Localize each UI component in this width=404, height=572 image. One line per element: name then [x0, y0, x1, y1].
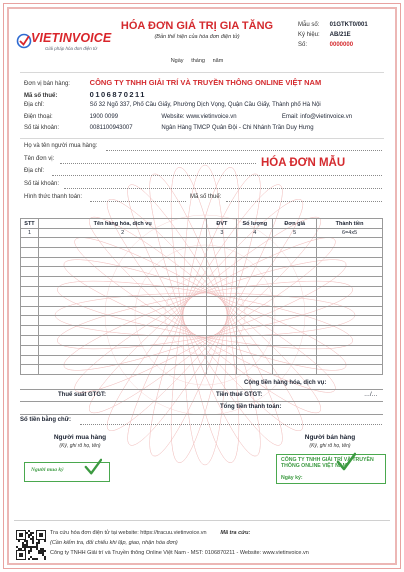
table-cell — [38, 335, 206, 345]
table-row — [21, 316, 383, 326]
seller-stamp-name: CÔNG TY TNHH GIẢI TRÍ VÀ TRUYỀN THÔNG ONLINE VIỆT NAM — [281, 457, 374, 470]
table-cell — [273, 326, 317, 336]
column-header: Thành tiền — [317, 219, 383, 229]
buyer-account-line — [64, 188, 382, 189]
table-cell — [21, 326, 39, 336]
seller-phone-row — [24, 114, 352, 120]
table-cell — [21, 238, 39, 248]
table-cell — [207, 247, 237, 257]
column-index: 4 — [237, 229, 273, 238]
items-table — [20, 218, 383, 375]
checkmark-icon — [336, 452, 356, 472]
table-cell — [207, 316, 237, 326]
table-cell — [273, 365, 317, 375]
date-day-label: Ngày — [170, 58, 184, 64]
vat-rate-row — [58, 392, 106, 398]
table-index-row — [21, 229, 383, 238]
buyer-stamp-text: Người mua ký — [31, 467, 64, 473]
table-cell — [207, 238, 237, 248]
seller-website-value: www.vietinvoice.vn — [186, 114, 237, 120]
buyer-tax-label: Mã số thuế: — [190, 194, 222, 200]
table-cell — [237, 277, 273, 287]
divider — [20, 138, 384, 139]
table-cell — [21, 345, 39, 355]
seller-address-row — [24, 102, 321, 108]
table-cell — [317, 326, 383, 336]
form-number-row — [298, 22, 368, 28]
vat-rate-label: Thuế suất GTGT: — [58, 392, 106, 398]
table-cell — [237, 345, 273, 355]
table-cell — [237, 257, 273, 267]
buyer-unit-label: Tên đơn vị: — [24, 156, 55, 162]
table-row — [21, 286, 383, 296]
table-cell — [207, 306, 237, 316]
table-row — [21, 326, 383, 336]
seller-tax-label: Mã số thuế: — [24, 93, 58, 99]
buyer-payment-label: Hình thức thanh toán: — [24, 194, 83, 200]
table-cell — [317, 247, 383, 257]
table-cell — [317, 355, 383, 365]
table-row — [21, 277, 383, 287]
column-index: 6=4x5 — [317, 229, 383, 238]
buyer-name-label: Họ và tên người mua hàng: — [24, 143, 98, 149]
table-cell — [38, 277, 206, 287]
column-header: Số lượng — [237, 219, 273, 229]
table-cell — [237, 306, 273, 316]
table-cell — [38, 238, 206, 248]
symbol-row — [298, 32, 351, 38]
buyer-address-line — [52, 175, 382, 176]
divider — [20, 389, 383, 390]
logo-slogan: Giải pháp hóa đơn điện tử — [45, 46, 98, 51]
table-cell — [21, 335, 39, 345]
table-cell — [237, 247, 273, 257]
seller-account-label: Số tài khoản: — [24, 125, 60, 131]
seller-name-value: CÔNG TY TNHH GIẢI TRÍ VÀ TRUYỀN THÔNG ONLINE VIỆT NAM — [89, 78, 322, 87]
table-cell — [207, 286, 237, 296]
table-cell — [237, 316, 273, 326]
form-number-label: Mẫu số: — [298, 22, 320, 28]
table-cell — [273, 238, 317, 248]
date-year-label: năm — [212, 58, 224, 64]
footer-check-note-text: (Cần kiểm tra, đối chiếu khi lập, giao, nhận hóa đơn) — [50, 540, 178, 546]
amount-in-words-line — [80, 424, 382, 425]
vat-amount-value: …/… — [364, 392, 378, 398]
table-row — [21, 257, 383, 267]
buyer-name-line — [106, 150, 382, 151]
vat-amount-row — [216, 392, 262, 398]
table-cell — [317, 257, 383, 267]
table-cell — [38, 267, 206, 277]
goods-total-row — [244, 380, 326, 386]
table-cell — [317, 365, 383, 375]
table-cell — [273, 316, 317, 326]
form-number-value: 01GTKT0/001 — [329, 22, 368, 28]
divider — [20, 401, 383, 402]
invoice-date-line — [117, 58, 277, 64]
table-cell — [237, 326, 273, 336]
table-cell — [317, 286, 383, 296]
invoice-number-row — [298, 42, 353, 48]
table-cell — [317, 316, 383, 326]
table-cell — [273, 247, 317, 257]
table-row — [21, 296, 383, 306]
buyer-unit-row — [24, 156, 54, 162]
table-header-row — [21, 219, 383, 229]
table-cell — [38, 296, 206, 306]
column-index: 3 — [207, 229, 237, 238]
table-cell — [21, 296, 39, 306]
table-cell — [21, 316, 39, 326]
table-cell — [207, 365, 237, 375]
table-cell — [237, 296, 273, 306]
table-cell — [237, 365, 273, 375]
symbol-label: Ký hiệu: — [298, 32, 320, 38]
table-cell — [21, 247, 39, 257]
column-index: 1 — [21, 229, 39, 238]
table-cell — [273, 277, 317, 287]
table-cell — [207, 277, 237, 287]
buyer-tax-row — [190, 194, 221, 200]
column-index: 2 — [38, 229, 206, 238]
table-cell — [317, 335, 383, 345]
table-row — [21, 355, 383, 365]
seller-email-value: info@vietinvoice.vn — [300, 114, 353, 120]
table-cell — [273, 257, 317, 267]
divider — [20, 414, 383, 415]
seller-account-row — [24, 125, 314, 131]
table-cell — [273, 345, 317, 355]
table-cell — [317, 296, 383, 306]
table-row — [21, 335, 383, 345]
table-row — [21, 247, 383, 257]
buyer-name-row — [24, 143, 97, 149]
seller-email-label: Email: — [281, 114, 299, 120]
table-cell — [21, 355, 39, 365]
table-cell — [38, 306, 206, 316]
seller-tax-value: 0106870211 — [89, 90, 146, 99]
table-row — [21, 345, 383, 355]
seller-website-label: Website: — [161, 114, 185, 120]
seller-tax-row — [24, 90, 146, 99]
column-header: ĐVT — [207, 219, 237, 229]
table-row — [21, 306, 383, 316]
column-header: STT — [21, 219, 39, 229]
checkmark-icon — [84, 458, 102, 476]
seller-phone-value: 1900 0099 — [89, 114, 119, 120]
table-cell — [207, 296, 237, 306]
table-cell — [273, 355, 317, 365]
table-cell — [317, 306, 383, 316]
grand-total-label: Tổng tiền thanh toán: — [220, 404, 282, 410]
table-cell — [273, 267, 317, 277]
sample-invoice-label: HÓA ĐƠN MẪU — [261, 157, 346, 169]
table-cell — [38, 326, 206, 336]
table-cell — [21, 257, 39, 267]
goods-total-label: Cộng tiền hàng hóa, dịch vụ: — [244, 380, 327, 386]
seller-account-value: 0081100943007 — [89, 125, 133, 131]
table-cell — [21, 286, 39, 296]
symbol-value: AB/21E — [329, 32, 351, 38]
amount-in-words-row — [20, 417, 71, 423]
buyer-payment-line — [90, 201, 186, 202]
table-cell — [21, 306, 39, 316]
footer-provider: Công ty TNHH Giải trí và Truyền thông Online Việt Nam - MST: 0106870211 - Website: www.vietinvoice.vn — [50, 550, 309, 556]
table-row — [21, 238, 383, 248]
table-cell — [38, 345, 206, 355]
table-cell — [237, 238, 273, 248]
table-cell — [38, 286, 206, 296]
divider — [20, 72, 384, 73]
seller-address-label: Địa chỉ: — [24, 102, 45, 108]
buyer-signature-hint: (Ký, ghi rõ họ, tên) — [59, 443, 101, 449]
seller-address-value: Số 32 Ngõ 337, Phố Cầu Giấy, Phường Dịch Vọng, Quận Cầu Giấy, Thành phố Hà Nội — [89, 102, 321, 108]
table-cell — [237, 335, 273, 345]
buyer-tax-line — [226, 201, 382, 202]
table-cell — [207, 267, 237, 277]
footer-divider — [14, 520, 390, 521]
table-cell — [237, 355, 273, 365]
table-cell — [21, 365, 39, 375]
buyer-address-row — [24, 168, 44, 174]
table-cell — [207, 257, 237, 267]
table-cell — [21, 277, 39, 287]
footer-lookup-row — [50, 530, 250, 536]
buyer-address-label: Địa chỉ: — [24, 168, 45, 174]
qr-code-icon — [16, 530, 46, 560]
footer-lookup-text: Tra cứu hóa đơn điện tử tại website: https://tracuu.vietinvoice.vn — [50, 530, 207, 536]
date-month-label: tháng — [191, 58, 205, 64]
logo-text: VIETINVOICE — [31, 31, 112, 45]
seller-name-row — [24, 78, 321, 87]
seller-phone-label: Điện thoại: — [24, 114, 53, 120]
table-cell — [38, 355, 206, 365]
table-cell — [38, 247, 206, 257]
footer-check-note — [50, 540, 178, 546]
table-cell — [21, 267, 39, 277]
column-header: Tên hàng hóa, dịch vụ — [38, 219, 206, 229]
seller-signature-hint: (Ký, ghi rõ họ, tên) — [309, 443, 351, 449]
table-cell — [273, 335, 317, 345]
invoice-number-value: 0000000 — [329, 42, 354, 48]
table-cell — [317, 277, 383, 287]
footer-lookup-code-label: Mã tra cứu: — [220, 530, 251, 536]
table-cell — [38, 365, 206, 375]
amount-in-words-label: Số tiền bằng chữ: — [20, 417, 72, 423]
table-cell — [273, 296, 317, 306]
table-cell — [237, 267, 273, 277]
seller-signature-stamp — [276, 454, 386, 484]
table-cell — [38, 316, 206, 326]
buyer-account-label: Số tài khoản: — [24, 181, 60, 187]
column-index: 5 — [273, 229, 317, 238]
table-cell — [317, 238, 383, 248]
invoice-subtitle: (Bản thể hiện của hóa đơn điện tử) — [154, 34, 240, 40]
table-cell — [207, 335, 237, 345]
buyer-account-row — [24, 181, 59, 187]
table-cell — [273, 306, 317, 316]
table-cell — [38, 257, 206, 267]
column-header: Đơn giá — [273, 219, 317, 229]
table-cell — [317, 267, 383, 277]
seller-stamp-date: Ngày ký: — [281, 475, 303, 481]
table-cell — [207, 355, 237, 365]
table-cell — [317, 345, 383, 355]
table-cell — [207, 326, 237, 336]
buyer-signature-title: Người mua hàng — [53, 434, 107, 441]
seller-bank-value: Ngân Hàng TMCP Quân Đội - Chi Nhánh Trần Duy Hưng — [161, 125, 314, 131]
invoice-title: HÓA ĐƠN GIÁ TRỊ GIA TĂNG — [120, 20, 274, 32]
table-cell — [273, 286, 317, 296]
seller-name-label: Đơn vị bán hàng: — [24, 81, 70, 87]
table-row — [21, 365, 383, 375]
seller-signature-title: Người bán hàng — [304, 434, 356, 441]
buyer-unit-line — [60, 163, 256, 164]
table-row — [21, 267, 383, 277]
table-cell — [237, 286, 273, 296]
grand-total-row — [220, 404, 281, 410]
buyer-payment-row — [24, 194, 82, 200]
vat-amount-label: Tiền thuế GTGT: — [216, 392, 263, 398]
table-cell — [207, 345, 237, 355]
invoice-number-label: Số: — [298, 42, 308, 48]
